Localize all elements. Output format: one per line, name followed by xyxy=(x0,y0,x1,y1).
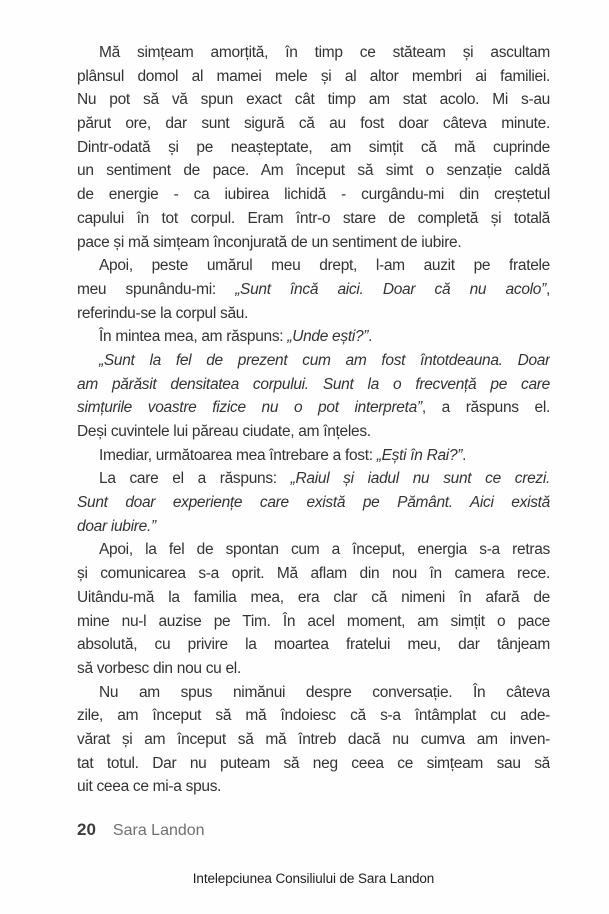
text-line xyxy=(77,112,550,136)
text-line xyxy=(77,610,550,634)
book-caption: Intelepciunea Consiliului de Sara Landon xyxy=(192,871,435,886)
body-text-segment: mine nu-l auzise pe Tim. În acel moment, am simțit o pace xyxy=(77,612,550,630)
text-line xyxy=(77,728,550,752)
body-text-segment: . xyxy=(368,328,373,346)
text-line xyxy=(77,752,550,776)
body-text-segment: părut ore, dar sunt sigură că au fost doar câteva minute. xyxy=(77,115,550,133)
author-name: Sara Landon xyxy=(112,822,205,839)
body-text-segment: Nu pot să vă spun exact cât timp am stat acolo. Mi s-au xyxy=(77,91,550,109)
quoted-text: „Sunt la fel de prezent cum am fost întotdeauna. Doar xyxy=(99,351,550,369)
body-text-segment: și comunicarea s-a oprit. Mă aflam din nou în camera rece. xyxy=(77,565,550,583)
body-text-segment: Dintr-odată și pe neașteptate, am simțit că mă cuprinde xyxy=(77,138,550,156)
text-line xyxy=(77,467,550,491)
body-text-segment: pace și mă simțeam înconjurată de un sentiment de iubire. xyxy=(77,233,462,251)
text-line xyxy=(77,88,550,112)
body-text-segment: Nu am spus nimănui despre conversație. În câteva xyxy=(99,683,550,701)
text-line xyxy=(77,586,550,610)
text-line xyxy=(77,420,550,444)
body-text-segment: , a răspuns el. xyxy=(421,399,550,417)
quoted-text: „Sunt încă aici. Doar că nu acolo” xyxy=(235,280,546,298)
body-text-segment: Apoi, la fel de spontan cum a început, energia s-a retras xyxy=(99,541,550,559)
body-text-segment: referindu-se la corpul său. xyxy=(77,304,249,322)
text-line xyxy=(77,231,550,255)
body-text-segment: Deși cuvintele lui păreau ciudate, am înțeles. xyxy=(77,423,371,440)
quoted-text: doar iubire.” xyxy=(77,517,156,535)
body-text-segment: La care el a răspuns: xyxy=(99,470,291,488)
page-footer xyxy=(77,820,550,840)
body-text-segment: plânsul domol al mamei mele și al altor membri ai familiei. xyxy=(77,67,550,85)
text-line xyxy=(77,515,550,539)
body-text-segment: uit ceea ce mi-a spus. xyxy=(77,778,222,796)
text-line xyxy=(77,159,550,183)
text-line xyxy=(77,207,550,231)
body-text-segment: , xyxy=(545,280,550,298)
body-text-segment: un sentiment de pace. Am început să simt o senzație caldă xyxy=(77,162,550,180)
text-line xyxy=(77,562,550,586)
text-line xyxy=(77,704,550,728)
text-line xyxy=(77,349,550,373)
text-line xyxy=(77,396,550,420)
text-line xyxy=(77,775,550,799)
quoted-text: am părăsit densitatea corpului. Sunt la o frecvență pe care xyxy=(77,375,550,393)
body-text-segment: Mă simțeam amorțită, în timp ce stăteam și ascultam xyxy=(99,44,550,61)
text-line xyxy=(77,538,550,562)
text-line xyxy=(77,491,550,515)
body-text-segment: În mintea mea, am răspuns: xyxy=(99,328,288,346)
body-text-segment: zile, am început să mă îndoiesc că s-a întâmplat cu ade- xyxy=(77,707,550,725)
body-text-segment: . xyxy=(462,446,467,464)
body-text-segment: vărat și am început să mă întreb dacă nu cumva am inven- xyxy=(77,730,550,748)
text-line xyxy=(77,325,550,349)
text-line xyxy=(77,278,550,302)
text-line xyxy=(77,183,550,207)
quoted-text: Sunt doar experiențe care există pe Pământ. Aici există xyxy=(77,494,550,512)
quoted-text: „Raiul și iadul nu sunt ce crezi. xyxy=(290,470,550,488)
text-line xyxy=(77,302,550,326)
body-text xyxy=(77,41,550,799)
text-line xyxy=(77,444,550,468)
text-line xyxy=(77,657,550,681)
body-text-segment: tat totul. Dar nu puteam să neg ceea ce simțeam sau să xyxy=(77,754,550,772)
body-text-segment: de energie - ca iubirea lichidă - curgându-mi din creștetul xyxy=(77,186,550,204)
quoted-text: simțurile voastre fizice nu o pot interpreta” xyxy=(77,399,422,417)
body-text-segment: meu spunându-mi: xyxy=(77,280,236,298)
body-text-segment: capului în tot corpul. Eram într-o stare de completă și totală xyxy=(77,209,550,227)
quoted-text: „Ești în Rai?” xyxy=(376,446,463,464)
body-text-segment: să vorbesc din nou cu el. xyxy=(77,659,241,677)
body-text-segment: Uitându-mă la familia mea, era clar că nimeni în afară de xyxy=(77,588,550,606)
text-line xyxy=(77,136,550,160)
text-line xyxy=(77,41,550,65)
body-text-segment: Apoi, peste umărul meu drept, l-am auzit pe fratele xyxy=(99,257,550,275)
page-number: 20 xyxy=(77,820,96,839)
text-line xyxy=(77,633,550,657)
body-text-segment: Imediar, următoarea mea întrebare a fost: xyxy=(99,446,377,464)
body-text-segment: absolută, cu privire la moartea fratelui meu, dar tânjeam xyxy=(77,636,550,654)
text-line xyxy=(77,681,550,705)
text-line xyxy=(77,65,550,89)
text-line xyxy=(77,373,550,397)
text-line xyxy=(77,254,550,278)
quoted-text: „Unde ești?” xyxy=(287,328,369,346)
